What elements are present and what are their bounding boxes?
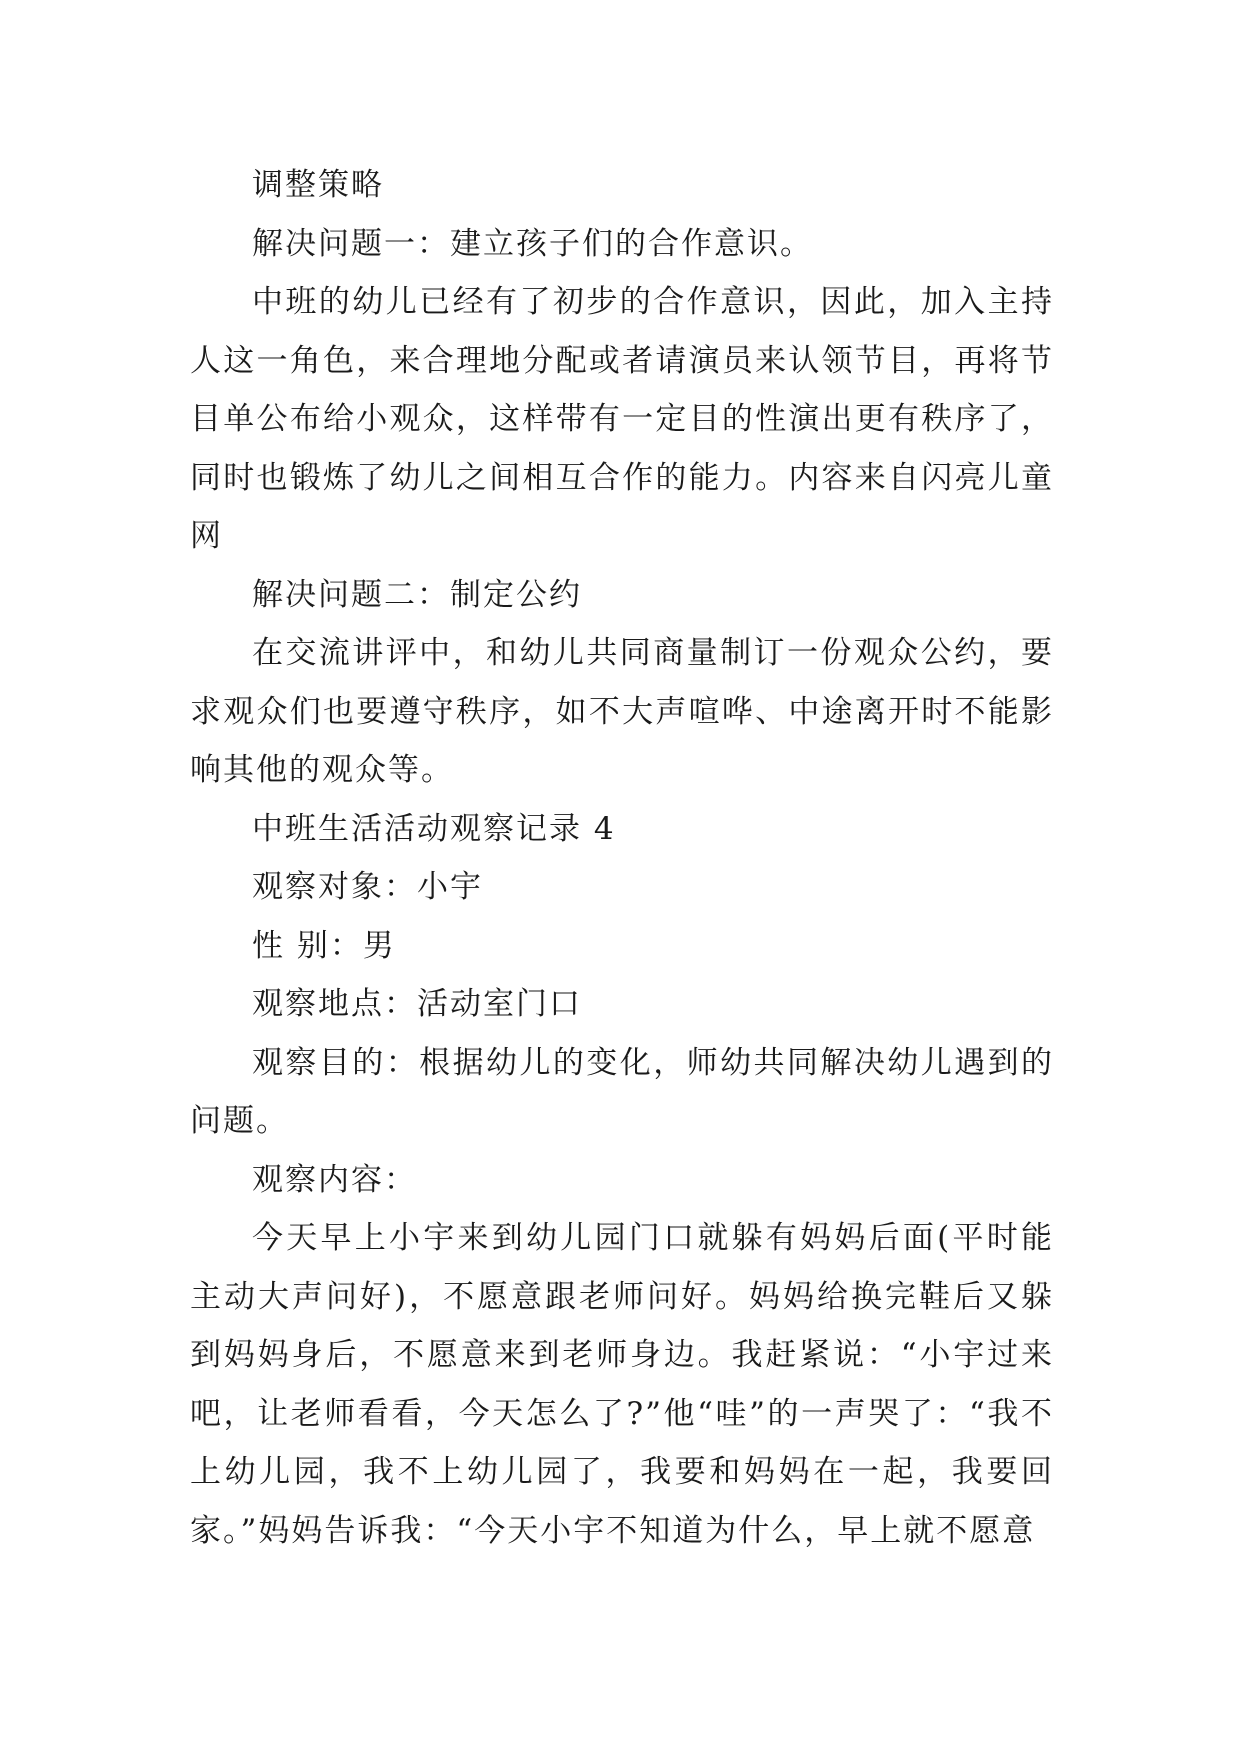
section-heading-adjust-strategy: 调整策略: [252, 167, 384, 203]
problem-two-paragraph: 在交流讲评中，和幼儿共同商量制订一份观众公约，要求观众们也要遵守秩序，如不大声喧哗、中途离开时不能影响其他的观众等。: [190, 635, 1054, 788]
record-title: 中班生活活动观察记录 4: [252, 810, 616, 847]
problem-one-paragraph: 中班的幼儿已经有了初步的合作意识，因此，加入主持人这一角色，来合理地分配或者请演员来认领节目，再将节目单公布给小观众，这样带有一定目的性演出更有秩序了，同时也锻炼了幼儿之间相互合作的能力。内容来自闪亮儿童网: [190, 284, 1054, 554]
document-body: [190, 156, 1054, 1560]
observation-gender: 性 别：男: [252, 927, 396, 964]
observation-content-heading: 观察内容：: [252, 1161, 417, 1198]
observation-content-paragraph: 今天早上小宇来到幼儿园门口就躲有妈妈后面(平时能主动大声问好)，不愿意跟老师问好。妈妈给换完鞋后又躲到妈妈身后，不愿意来到老师身边。我赶紧说：“小宇过来吧，让老师看看，今天怎么了?”他“哇”的一声哭了：“我不上幼儿园，我不上幼儿园了，我要和妈妈在一起，我要回家。”妈妈告诉我：“今天小宇不知道为什么，早上就不愿意: [190, 1220, 1054, 1549]
problem-one-heading: 解决问题一：建立孩子们的合作意识。: [252, 225, 813, 262]
problem-two-heading: 解决问题二：制定公约: [252, 576, 582, 613]
observation-location: 观察地点：活动室门口: [252, 986, 582, 1022]
observation-subject: 观察对象：小宇: [252, 869, 483, 905]
observation-purpose: 观察目的：根据幼儿的变化，师幼共同解决幼儿遇到的问题。: [190, 1044, 1054, 1139]
